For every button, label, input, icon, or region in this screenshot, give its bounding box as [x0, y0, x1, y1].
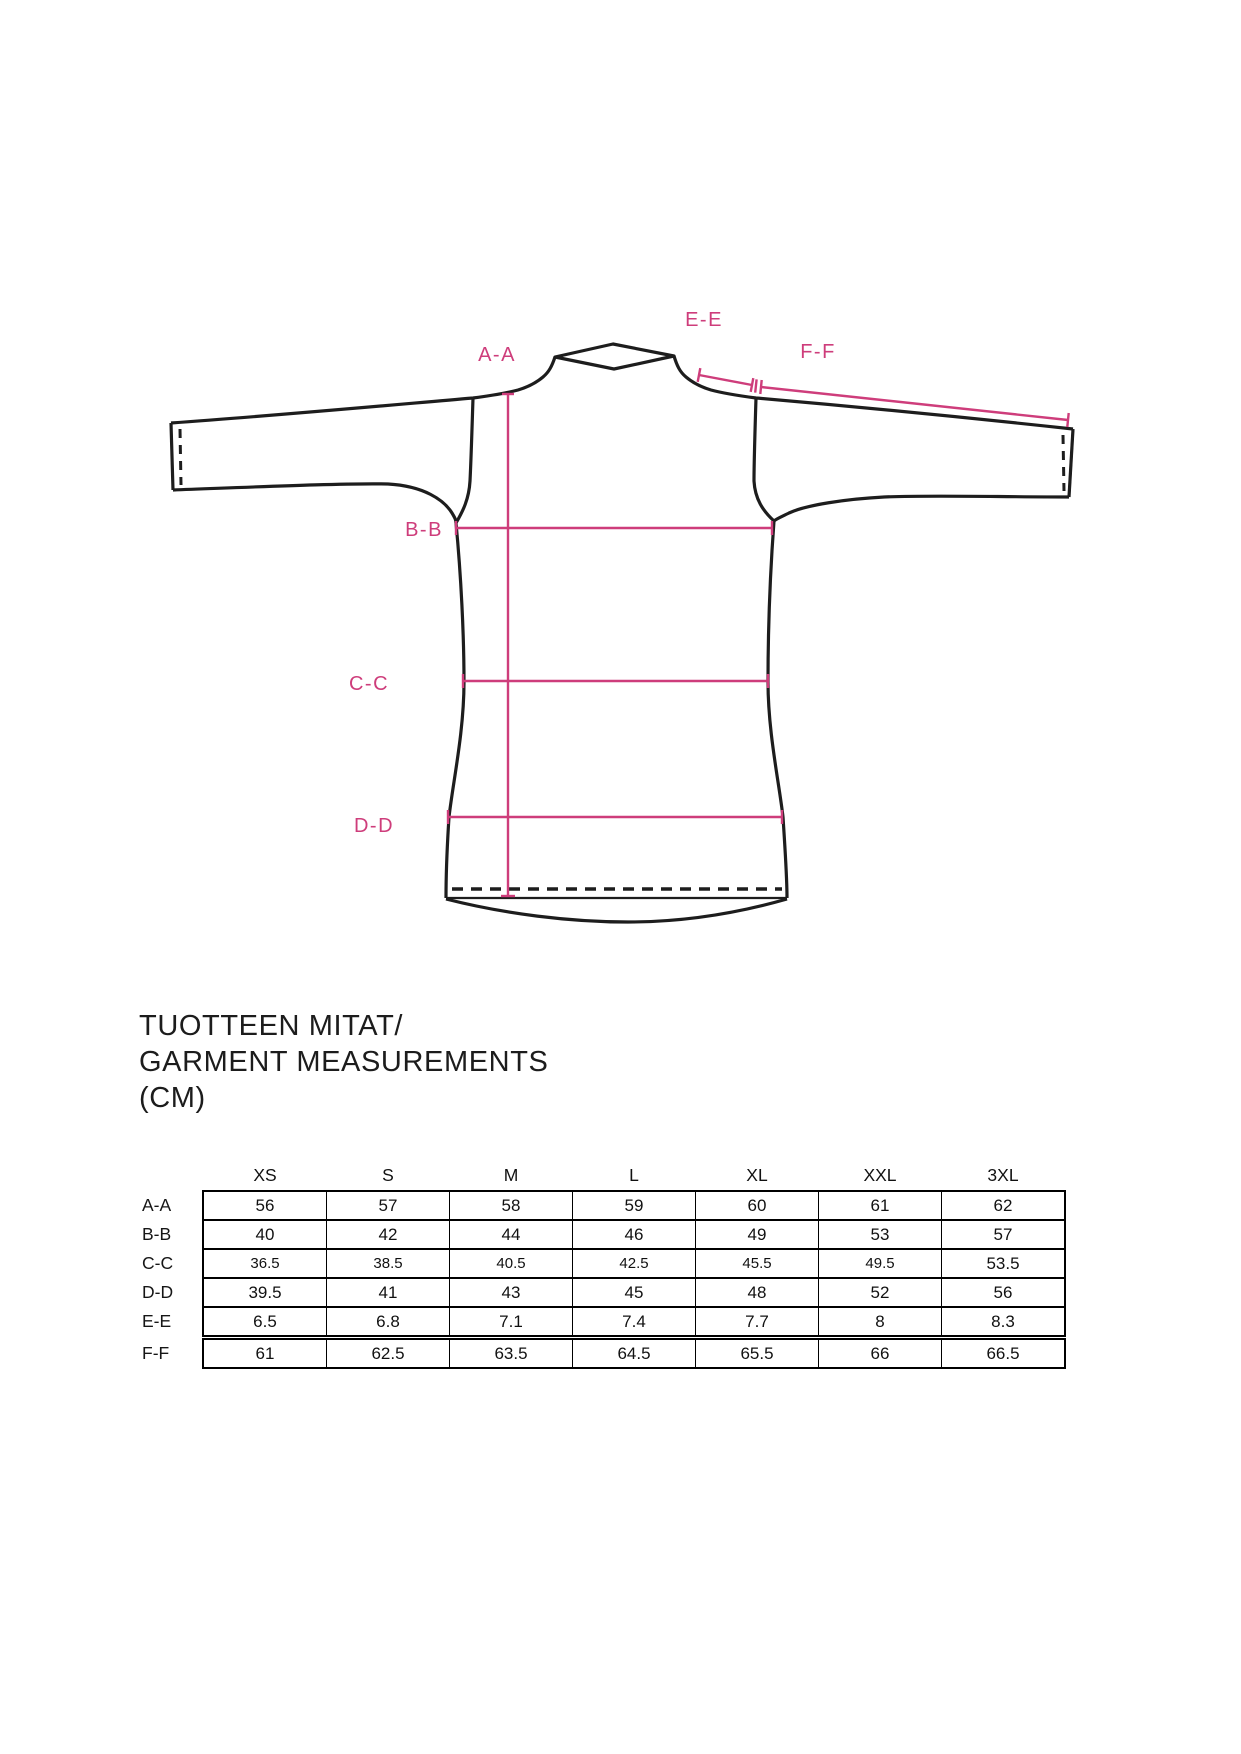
- table-cell: 65.5: [695, 1340, 818, 1367]
- size-header-l: L: [629, 1165, 639, 1185]
- garment-outline: [171, 344, 1073, 922]
- measure-tick: [751, 378, 754, 392]
- measurement-label-cc: C-C: [348, 673, 390, 695]
- measurement-label-dd: D-D: [353, 815, 395, 837]
- table-cell: 49.5: [818, 1250, 941, 1277]
- table-cell: 8.3: [941, 1308, 1064, 1335]
- right-cuff-edge: [1069, 429, 1073, 497]
- table-cell: 52: [818, 1279, 941, 1306]
- table-cell: 66: [818, 1340, 941, 1367]
- row-label: E-E: [142, 1311, 172, 1331]
- table-cell: 59: [572, 1192, 695, 1219]
- table-cell: 45.5: [695, 1250, 818, 1277]
- table-cell: 56: [255, 1196, 275, 1215]
- table-cell: 38.5: [326, 1250, 449, 1277]
- table-cell: 53: [818, 1221, 941, 1248]
- measure-tick: [760, 380, 761, 394]
- left-body-edge: [446, 523, 464, 898]
- table-row-ee: [142, 1306, 1066, 1337]
- left-sleeve-seam: [456, 398, 473, 523]
- measure-line-ee: [699, 375, 752, 385]
- table-cell: 39.5: [248, 1283, 282, 1302]
- measure-tick: [755, 379, 756, 392]
- table-cell: 49: [695, 1221, 818, 1248]
- table-cell: 63.5: [449, 1340, 572, 1367]
- table-cell: 36.5: [250, 1255, 280, 1272]
- row-label: D-D: [142, 1282, 174, 1302]
- table-cell: 7.7: [695, 1308, 818, 1335]
- right-body-edge: [768, 521, 787, 898]
- table-cell: 62.5: [326, 1340, 449, 1367]
- table-cell: 57: [941, 1221, 1064, 1248]
- table-cell: 61: [818, 1192, 941, 1219]
- table-row-ff: [142, 1338, 1066, 1369]
- measurement-label-bb: B-B: [405, 519, 443, 541]
- table-cell: 40.5: [449, 1250, 572, 1277]
- table-cell: 66.5: [941, 1340, 1064, 1367]
- table-cell: 56: [941, 1279, 1064, 1306]
- table-cell: 42: [326, 1221, 449, 1248]
- table-cell: 41: [326, 1279, 449, 1306]
- table-cell: 60: [695, 1192, 818, 1219]
- measurement-label-ff: F-F: [800, 341, 836, 363]
- table-row-dd: [142, 1277, 1066, 1308]
- size-header-xxl: XXL: [863, 1165, 897, 1185]
- size-header-xl: XL: [746, 1165, 768, 1185]
- row-label: B-B: [142, 1224, 172, 1244]
- table-header-row: [142, 1160, 1066, 1190]
- size-header-3xl: 3XL: [987, 1165, 1019, 1185]
- table-cell: 7.1: [449, 1308, 572, 1335]
- table-row-cc: [142, 1248, 1066, 1279]
- measure-tick: [698, 368, 701, 382]
- table-cell: 8: [818, 1308, 941, 1335]
- size-header-m: M: [503, 1165, 519, 1185]
- table-cell: 45: [572, 1279, 695, 1306]
- table-cell: 6.5: [253, 1312, 277, 1331]
- table-cell: 57: [326, 1192, 449, 1219]
- right-sleeve-seam: [754, 398, 774, 521]
- table-cell: 58: [449, 1192, 572, 1219]
- row-label: F-F: [142, 1343, 170, 1363]
- measurements-table: [142, 1160, 1066, 1369]
- header-spacer: [142, 1160, 202, 1190]
- measurement-lines: [448, 368, 1069, 897]
- table-cell: 46: [572, 1221, 695, 1248]
- right-cuff-stitch-line: [1063, 435, 1064, 491]
- table-cell: 61: [255, 1344, 275, 1363]
- table-cell: 44: [449, 1221, 572, 1248]
- size-header-xs: XS: [253, 1165, 277, 1185]
- table-cell: 7.4: [572, 1308, 695, 1335]
- title-line-finnish: TUOTTEEN MITAT/: [139, 1010, 404, 1042]
- measurement-label-aa: A-A: [478, 344, 516, 366]
- title-line-english: GARMENT MEASUREMENTS: [139, 1046, 549, 1078]
- table-cell: 6.8: [326, 1308, 449, 1335]
- table-cell: 42.5: [572, 1250, 695, 1277]
- row-label: C-C: [142, 1253, 174, 1273]
- table-cell: 62: [941, 1192, 1064, 1219]
- hem-dip-curve: [446, 899, 787, 922]
- measure-tick: [1067, 413, 1068, 427]
- measurement-label-ee: E-E: [685, 309, 723, 331]
- right-sleeve-underside: [774, 496, 1069, 521]
- table-row-bb: [142, 1219, 1066, 1250]
- table-cell: 64.5: [572, 1340, 695, 1367]
- left-sleeve-underside: [173, 484, 456, 523]
- right-shoulder-line: [674, 356, 1073, 429]
- table-cell: 48: [695, 1279, 818, 1306]
- row-label: A-A: [142, 1195, 172, 1215]
- table-cell: 53.5: [941, 1250, 1064, 1277]
- table-row-aa: [142, 1190, 1066, 1221]
- table-cell: 43: [449, 1279, 572, 1306]
- page-title: [139, 1008, 548, 1116]
- left-cuff-edge: [171, 423, 173, 490]
- left-shoulder-line: [171, 357, 555, 423]
- left-cuff-stitch-line: [180, 429, 181, 485]
- table-cell: 40: [255, 1225, 275, 1244]
- size-header-s: S: [382, 1165, 394, 1185]
- collar-outline: [555, 344, 674, 369]
- title-line-unit: (CM): [139, 1082, 206, 1114]
